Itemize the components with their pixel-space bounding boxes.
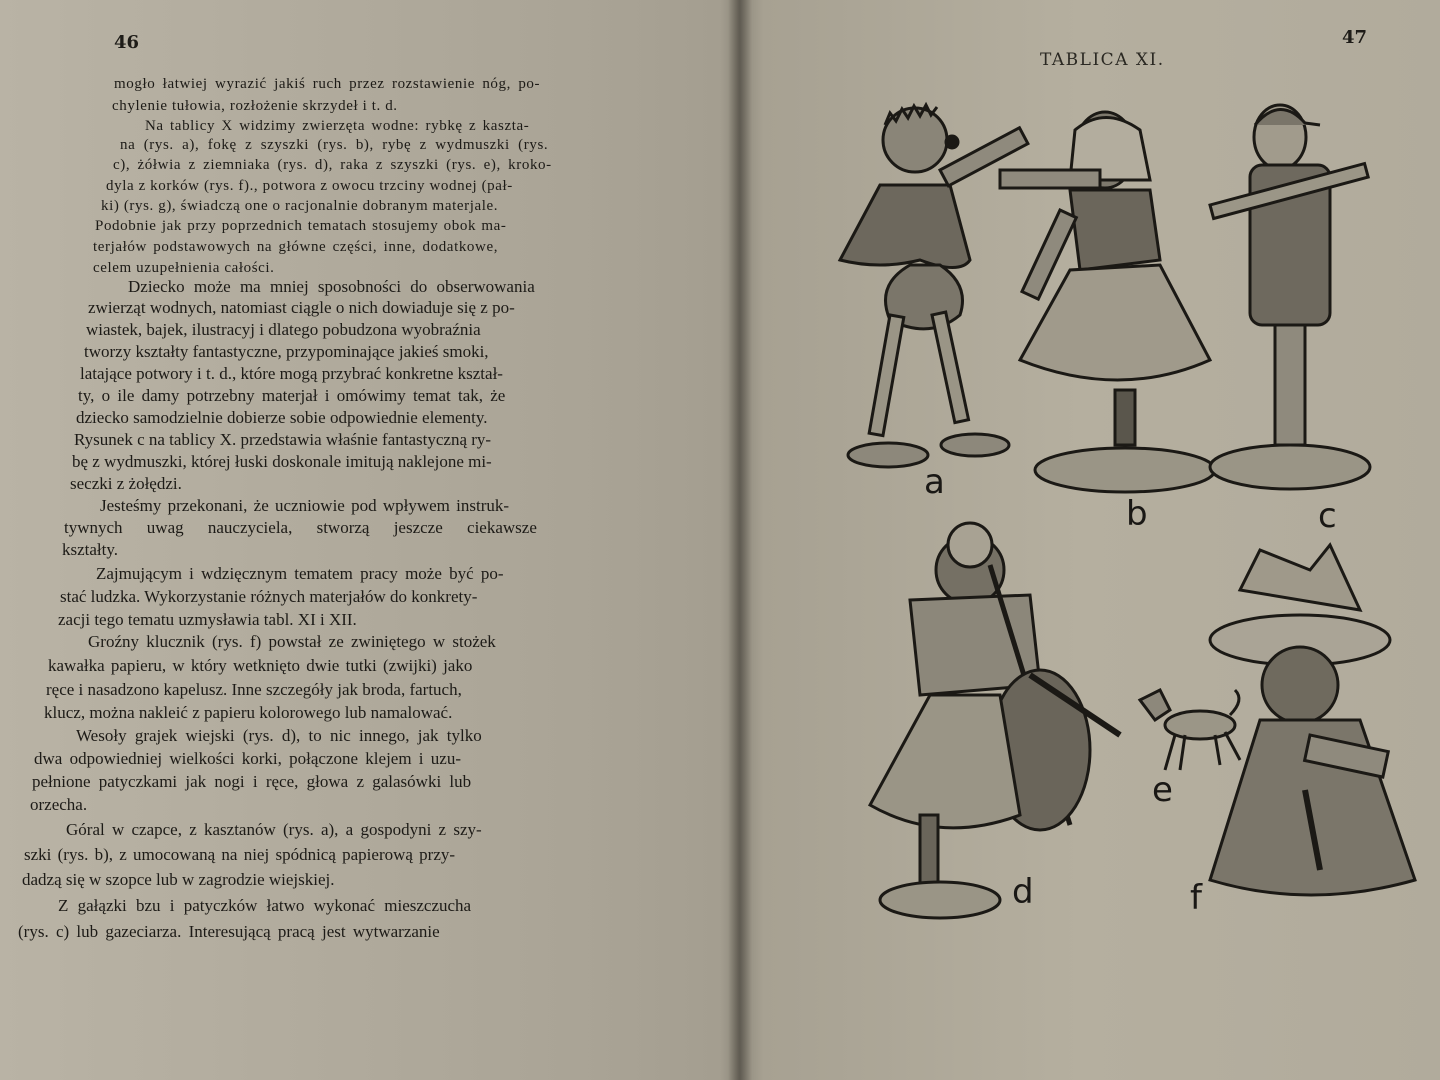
text-line: tywnych uwag nauczyciela, stworzą jeszcze ciekawsze <box>64 518 537 537</box>
figure-d-fiddler <box>830 525 1160 925</box>
text-line: Zajmującym i wdzięcznym tematem pracy może być po- <box>96 564 504 583</box>
text-line: Jesteśmy przekonani, że uczniowie pod wpływem instruk- <box>100 496 510 515</box>
text-line: na (rys. a), fokę z szyszki (rys. b), rybę z wydmuszki (rys. <box>120 137 549 153</box>
figure-label-b: b <box>1126 494 1148 534</box>
text-line: Na tablicy X widzimy zwierzęta wodne: rybkę z kaszta- <box>145 118 530 134</box>
text-line: orzecha. <box>30 795 88 814</box>
text-line: zwierząt wodnych, natomiast ciągle o nich dowiaduje się z po- <box>88 298 515 317</box>
right-page-number: 47 <box>1342 27 1368 48</box>
plate-title: TABLICA XI. <box>1040 50 1165 70</box>
text-line: dziecko samodzielnie dobierze sobie odpowiednie elementy. <box>76 408 488 427</box>
text-line: Góral w czapce, z kasztanów (rys. a), a gospodyni z szy- <box>66 820 482 839</box>
text-line: latające potwory i t. d., które mogą przybrać konkretne kształ- <box>80 364 503 383</box>
figure-b-housewife <box>1000 100 1230 500</box>
text-line: wiastek, bajek, ilustracyj i dlatego pobudzona wyobraźnia <box>86 320 481 339</box>
text-line: szki (rys. b), z umocowaną na niej spódnicą papierową przy- <box>24 845 456 864</box>
text-line: ty, o ile damy potrzebny materjał i omówimy temat tak, że <box>78 386 506 405</box>
text-line: dyla z korków (rys. f)., potwora z owocu trzciny wodnej (pał- <box>106 178 513 194</box>
text-line: ręce i nasadzono kapelusz. Inne szczegóły jak broda, fartuch, <box>46 680 462 699</box>
text-line: stać ludzka. Wykorzystanie różnych materjałów do konkrety- <box>60 587 478 606</box>
text-line: ki) (rys. g), świadczą one o racjonalnie dobranym materjale. <box>101 198 499 214</box>
text-line: dwa odpowiedniej wielkości korki, połączone klejem i uzu- <box>34 749 461 768</box>
book-gutter <box>728 0 752 1080</box>
text-line: kawałka papieru, w który wetknięto dwie tutki (zwijki) jako <box>48 656 473 675</box>
figure-label-d: d <box>1012 872 1034 912</box>
text-line: kształty. <box>62 540 119 559</box>
text-line: Groźny klucznik (rys. f) powstał ze zwiniętego w stożek <box>88 632 496 651</box>
text-line: terjałów podstawowych na główne części, inne, dodatkowe, <box>93 239 499 255</box>
figure-label-f: f <box>1190 878 1202 918</box>
text-line: (rys. c) lub gazeciarza. Interesującą pracą jest wytwarzanie <box>18 922 440 941</box>
figure-label-c: c <box>1318 496 1337 536</box>
text-line: chylenie tułowia, rozłożenie skrzydeł i t. d. <box>112 98 398 114</box>
figure-label-e: e <box>1152 770 1173 810</box>
text-line: pełnione patyczkami jak nogi i ręce, głowa z galasówki lub <box>32 772 472 791</box>
text-line: c), żółwia z ziemniaka (rys. d), raka z szyszki (rys. e), kroko- <box>113 157 552 173</box>
text-line: Dziecko może ma mniej sposobności do obserwowania <box>128 277 535 296</box>
text-line: bę z wydmuszki, której łuski doskonale imitują naklejone mi- <box>72 452 492 471</box>
text-line: celem uzupełnienia całości. <box>93 260 275 276</box>
text-line: seczki z żołędzi. <box>70 474 182 493</box>
text-line: dadzą się w szopce lub w zagrodzie wiejskiej. <box>22 870 335 889</box>
text-line: Wesoły grajek wiejski (rys. d), to nic innego, jak tylko <box>76 726 482 745</box>
figure-label-a: a <box>924 462 945 502</box>
text-line: Z gałązki bzu i patyczków łatwo wykonać mieszczucha <box>58 896 472 915</box>
text-line: zacji tego tematu uzmysławia tabl. XI i XII. <box>58 610 357 629</box>
text-line: mogło łatwiej wyrazić jakiś ruch przez rozstawienie nóg, po- <box>114 76 541 92</box>
figure-c-townsman <box>1200 95 1400 495</box>
figure-f-keykeeper <box>1200 550 1430 920</box>
text-line: klucz, można nakleić z papieru kolorowego lub namalować. <box>44 703 453 722</box>
text-line: tworzy kształty fantastyczne, przypominające jakieś smoki, <box>84 342 489 361</box>
text-line: Rysunek c na tablicy X. przedstawia właśnie fantastyczną ry- <box>74 430 492 449</box>
text-line: Podobnie jak przy poprzednich tematach stosujemy obok ma- <box>95 218 507 234</box>
left-page-number: 46 <box>114 32 140 53</box>
